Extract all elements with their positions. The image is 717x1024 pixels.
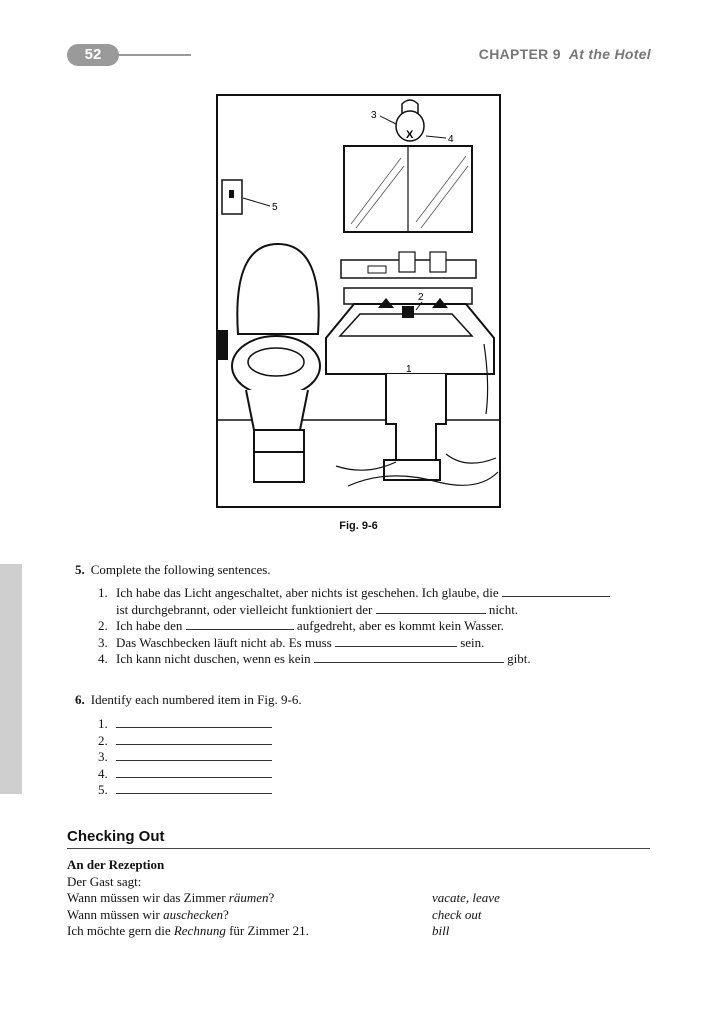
exercise-6-number: 6. xyxy=(75,692,85,707)
svg-text:X: X xyxy=(406,129,414,141)
dialog-line-3: Ich möchte gern die Rechnung für Zimmer 21. bill xyxy=(67,923,450,938)
gloss-2: check out xyxy=(432,906,482,922)
page-number: 52 xyxy=(67,44,119,66)
answer-blank-2[interactable] xyxy=(116,734,272,745)
mirror xyxy=(344,146,472,232)
dialog-line-2: Wann müssen wir auschecken? check out xyxy=(67,906,482,922)
sentence-4: 4. Ich kann nicht duschen, wenn es kein gibt. xyxy=(98,651,531,666)
dialog-line-1: Wann müssen wir das Zimmer räumen? vacate, leave xyxy=(67,890,500,905)
sentence-1-cont: ist durchgebrannt, oder vielleicht funktioniert der nicht. xyxy=(116,601,519,617)
blank-1b[interactable] xyxy=(376,603,486,614)
blank-1a[interactable] xyxy=(502,586,610,597)
fig-label-4: 4 xyxy=(448,134,454,145)
running-head xyxy=(479,46,651,62)
chapter-title: At the Hotel xyxy=(568,46,651,62)
blank-2[interactable] xyxy=(186,619,294,630)
answer-blank-1[interactable] xyxy=(116,717,272,728)
blank-3[interactable] xyxy=(335,636,457,647)
gloss-1: vacate, leave xyxy=(432,890,500,905)
fig-label-3: 3 xyxy=(371,110,377,121)
sentence-2: 2. Ich habe den aufgedreht, aber es kommt kein Wasser. xyxy=(98,618,504,633)
light-switch xyxy=(222,180,242,214)
fig-label-5: 5 xyxy=(272,202,278,213)
gloss-3: bill xyxy=(432,923,450,938)
exercise-6-instruction: Identify each numbered item in Fig. 9-6. xyxy=(90,692,302,707)
exercise-6-heading xyxy=(75,692,302,709)
exercise-5-sentences xyxy=(98,585,658,668)
section-rule xyxy=(67,848,650,849)
exercise-5-number: 5. xyxy=(75,562,85,577)
exercise-5-heading xyxy=(75,562,271,579)
blank-4[interactable] xyxy=(314,652,504,663)
sentence-3: 3. Das Waschbecken läuft nicht ab. Es muss sein. xyxy=(98,634,485,650)
sentence-1: 1. Ich habe das Licht angeschaltet, aber nichts ist geschehen. Ich glaube, die xyxy=(98,585,658,602)
checkout-dialog xyxy=(67,857,650,940)
dialog-subtitle: An der Rezeption xyxy=(67,857,165,872)
fig-label-2: 2 xyxy=(418,292,424,303)
answer-blank-4[interactable] xyxy=(116,767,272,778)
answer-row: 2. xyxy=(98,733,272,750)
exercise-6-answers xyxy=(98,716,272,799)
answer-blank-5[interactable] xyxy=(116,783,272,794)
side-tab xyxy=(0,564,22,794)
answer-row: 4. xyxy=(98,766,272,783)
bathroom-illustration xyxy=(216,94,501,508)
answer-row: 5. xyxy=(98,782,272,799)
answer-row: 3. xyxy=(98,749,272,766)
exercise-5-instruction: Complete the following sentences. xyxy=(90,562,271,577)
header-rule xyxy=(119,54,191,56)
answer-row: 1. xyxy=(98,716,272,733)
figure-caption: Fig. 9-6 xyxy=(339,520,378,532)
dialog-speaker: Der Gast sagt: xyxy=(67,873,142,889)
section-title: Checking Out xyxy=(67,828,165,845)
fig-label-1: 1 xyxy=(406,364,412,375)
chapter-label: CHAPTER 9 xyxy=(478,46,561,62)
answer-blank-3[interactable] xyxy=(116,750,272,761)
